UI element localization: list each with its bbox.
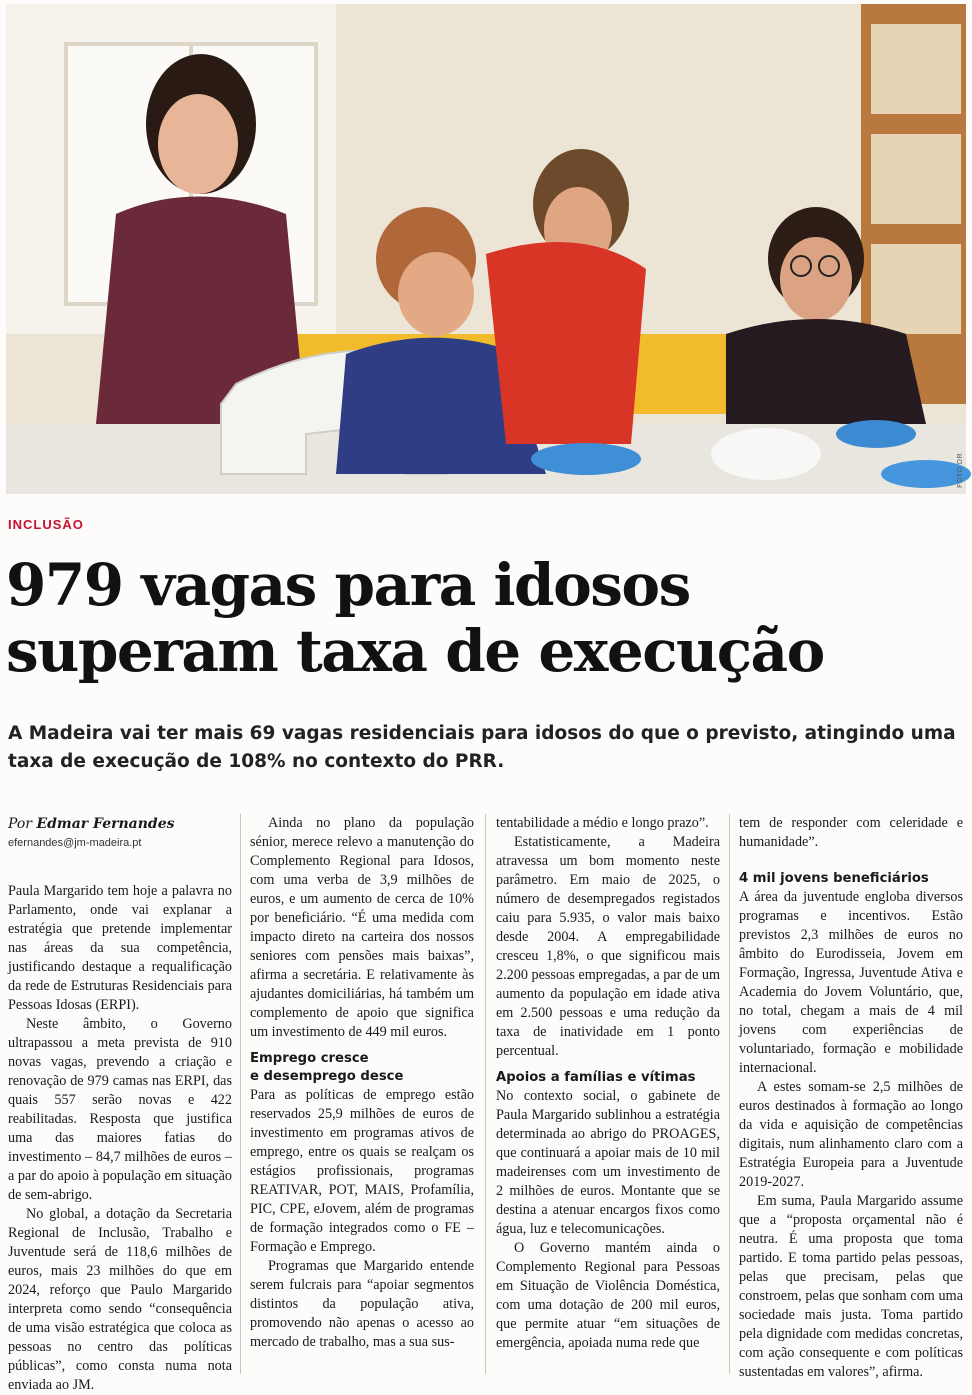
paragraph: Programas que Margarido entende serem fulcrais para “apoiar segmentos distintos da população ativa, promovendo não apenas o acesso ao mercado de trabalho, mas a sua sus-: [250, 1258, 474, 1350]
subheading: 4 mil jovens beneficiários: [739, 871, 929, 886]
paragraph: Em suma, Paula Margarido assume que a “proposta orçamental não é neutra. É uma proposta que toma partido. E toma partido pelas pessoas, pelas que precisam, pelas que constroem, pelas que sonham com uma sociedade mais justa. Toma partido pela dignidade com medidas concretas, com ação consequente e com políticas sustentadas em valores”, afirma.: [739, 1193, 963, 1380]
section-label: INCLUSÃO: [8, 517, 84, 532]
article-column-3: [496, 814, 720, 1353]
column-divider: [240, 814, 241, 1374]
headline-line-1: 979 vagas para idosos: [6, 551, 690, 619]
paragraph: Ainda no plano da população sénior, merece relevo a manutenção do Complemento Regional para Idosos, com uma verba de 3,9 milhões de euros, e um aumento de cerca de 10% por beneficiário. “É uma medida com impacto direto na carteira dos nossos seniores com pensões mais baixas”, afirma a secretária. E relativamente às ajudantes domiciliárias, há também um complemento de apoio que significa um investimento de 449 mil euros.: [250, 815, 474, 1040]
paragraph: Paula Margarido tem hoje a palavra no Parlamento, onde vai explanar a estratégia que pretende implementar nas áreas da sua competência, justificando destaque a requalificação da rede de Estruturas Residenciais para Pessoas Idosas (ERPI).: [8, 883, 232, 1013]
article-column-1: [8, 814, 232, 1395]
article-column-2: [250, 814, 474, 1352]
paragraph: tem de responder com celeridade e humanidade”.: [739, 815, 963, 850]
photo-illustration: [6, 4, 966, 494]
subheading: [250, 1050, 474, 1086]
paragraph: Neste âmbito, o Governo ultrapassou a meta prevista de 910 novas vagas, prevendo a criação e renovação de 979 camas nas ERPI, das quais 557 serão novas e 422 reabilitadas. Resposta que justifica uma das maiores fatias do investimento – 84,7 milhões de euros – a par do apoio à população em situação de sem-abrigo.: [8, 1016, 232, 1203]
column-divider: [729, 814, 730, 1374]
subheading-line-1: Emprego cresce: [250, 1051, 369, 1066]
headline: [6, 552, 966, 684]
byline: [8, 814, 232, 834]
paragraph: No contexto social, o gabinete de Paula Margarido sublinhou a estratégia determinada ao abrigo do PROAGES, que continuará a apoiar mais de 10 mil madeirenses com um investimento de 2 milhões de euros. Montante que se destina a atenuar encargos fixos como água, luz e telecomunicações.: [496, 1088, 720, 1237]
paragraph: Estatisticamente, a Madeira atravessa um bom momento neste parâmetro. Em maio de 2025, o número de desempregados registados caiu para 5.935, o valor mais baixo desde 2004. A empregabilidade cresceu 1,8%, o que significou mais 2.200 pessoas empregadas, a par de um aumento da população em idade ativa em 2.500 pessoas e uma redução da taxa de inatividade em 1 ponto percentual.: [496, 834, 720, 1059]
subheading-line-2: e desemprego desce: [250, 1069, 404, 1084]
subheading: Apoios a famílias e vítimas: [496, 1070, 696, 1085]
article-photo: [6, 4, 966, 494]
byline-prefix: Por: [8, 816, 32, 832]
photo-credit: FOTO DR: [957, 453, 964, 488]
headline-line-2: superam taxa de execução: [6, 617, 824, 685]
byline-author: Edmar Fernandes: [36, 816, 175, 832]
paragraph: A área da juventude engloba diversos programas e incentivos. Estão previstos 2,3 milhões de euros no âmbito do Eurodisseia, Jovem em Formação, Ingressa, Juventude Ativa e Academia do Jovem Voluntário, que, no total, chegam a mais de 4 mil jovens com experiências de voluntariado, formação e mobilidade internacional.: [739, 889, 963, 1076]
paragraph: No global, a dotação da Secretaria Regional de Inclusão, Trabalho e Juventude será de 118,6 milhões de euros, mais 23 milhões do que em 2024, reforço que Paulo Margarido interpreta como sendo “consequência de uma visão estratégica que coloca as pessoas no centro das políticas públicas”, como consta numa nota enviada ao JM.: [8, 1206, 232, 1393]
article-column-4: [739, 814, 963, 1382]
column-divider: [485, 814, 486, 1374]
author-email[interactable]: efernandes@jm-madeira.pt: [8, 837, 142, 849]
paragraph: A estes somam-se 2,5 milhões de euros destinados à formação ao longo da vida e aquisição de competências digitais, num alinhamento claro com a Estratégia Europeia para a Juventude 2019-2027.: [739, 1079, 963, 1190]
paragraph: tentabilidade a médio e longo prazo”.: [496, 815, 709, 831]
lead-paragraph: A Madeira vai ter mais 69 vagas residenciais para idosos do que o previsto, atingindo uma taxa de execução de 108% no contexto do PRR.: [8, 723, 956, 772]
paragraph: O Governo mantém ainda o Complemento Regional para Pessoas em Situação de Violência Doméstica, com uma dotação de 200 mil euros, que permite atuar “em situações de emergência, apoiada numa rede que: [496, 1240, 720, 1351]
paragraph: Para as políticas de emprego estão reservados 25,9 milhões de euros de investimento em programas ativos de emprego, entre os quais se realçam os estágios profissionais, programas REATIVAR, POT, MAIS, Profamília, PIC, CPE, eJovem, além de programas de formação integrados como o FE – Formação e Emprego.: [250, 1087, 474, 1255]
